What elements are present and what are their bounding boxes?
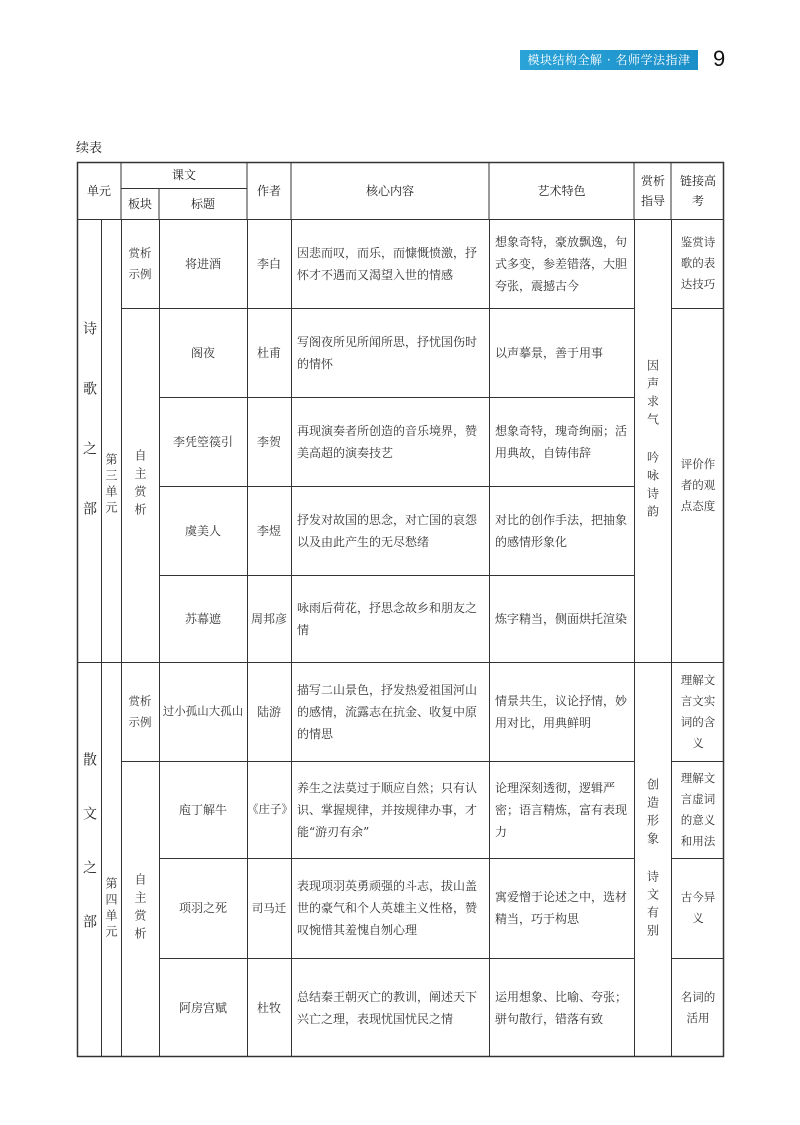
part1-unit: 第三单元 xyxy=(104,453,118,517)
part1-row2-art: 想象奇特，瑰奇绚丽；活用典故，自铸伟辞 xyxy=(495,423,628,460)
header-section: 板块 xyxy=(127,196,152,211)
header-unit: 单元 xyxy=(86,183,111,198)
part2-row3-core: 总结秦王朝灭亡的教训，阐述天下兴亡之理，表现忧国忧民之情 xyxy=(297,989,478,1026)
part2-row0-author: 陆游 xyxy=(256,704,281,719)
part2-guide: 创造形象 诗文有别 xyxy=(645,777,660,942)
header-banner: 模块结构全解 · 名师学法指津 xyxy=(520,50,698,70)
part2-row1-link: 理解文言虚词的意义和用法 xyxy=(680,770,716,848)
part1-row4-art: 炼字精当，侧面烘托渲染 xyxy=(495,611,628,626)
part1-self-label: 自主赏析 xyxy=(133,449,147,521)
header-author: 作者 xyxy=(256,183,281,198)
part2-row2-author: 司马迁 xyxy=(251,900,287,915)
part2-row0-art: 情景共生，议论抒情，妙用对比，用典鲜明 xyxy=(495,693,628,730)
part1-row0-author: 李白 xyxy=(256,256,281,271)
part2-row3-link: 名词的活用 xyxy=(680,989,716,1025)
part1-row1-core: 写阁夜所见所闻所思，抒忧国伤时的情怀 xyxy=(297,334,478,371)
part1-row4-author: 周邦彦 xyxy=(250,611,287,626)
part1-row1-author: 杜甫 xyxy=(256,345,281,360)
part2-row1-art: 论理深刻透彻，逻辑严密；语言精炼，富有表现力 xyxy=(495,780,628,839)
part1-row0-art: 想象奇特，豪放飘逸，句式多变，参差错落，大胆夸张，震撼古今 xyxy=(495,234,628,293)
part1-row2-author: 李贺 xyxy=(256,434,281,449)
header-link: 链接高考 xyxy=(680,173,717,208)
header-text: 课文 xyxy=(171,168,196,182)
part2-name: 散文之部 xyxy=(81,751,97,968)
continued-table-label: 续表 xyxy=(76,141,103,156)
part1-row3-title: 虞美人 xyxy=(184,523,221,538)
part1-row3-core: 抒发对故国的思念，对亡国的哀怨以及由此产生的无尽愁绪 xyxy=(297,512,478,549)
part1-row3-author: 李煜 xyxy=(256,523,281,538)
part1-row1-title: 阁夜 xyxy=(190,345,215,360)
part1-row1-art: 以声摹景，善于用事 xyxy=(495,345,604,360)
part2-row2-title: 项羽之死 xyxy=(178,901,227,915)
part1-demo-label: 赏析示例 xyxy=(128,245,152,281)
part2-row0-link: 理解文言文实词的含义 xyxy=(680,672,716,750)
header-art: 艺术特色 xyxy=(537,183,586,198)
part1-row3-art: 对比的创作手法，把抽象的感情形象化 xyxy=(495,512,628,549)
header-guide: 赏析指导 xyxy=(640,173,665,208)
part2-row0-title: 过小孤山大孤山 xyxy=(162,704,244,718)
part1-row4-title: 苏幕遮 xyxy=(184,611,221,626)
part2-row3-author: 杜牧 xyxy=(256,1000,281,1015)
part2-demo-label: 赏析示例 xyxy=(128,693,152,729)
part2-unit: 第四单元 xyxy=(104,877,118,941)
part2-row2-core: 表现项羽英勇顽强的斗志，拔山盖世的豪气和个人英雄主义性格，赞叹惋惜其羞愧自刎心理 xyxy=(297,879,478,937)
part2-self-label: 自主赏析 xyxy=(133,873,147,945)
part2-row1-title: 庖丁解牛 xyxy=(178,802,227,817)
part1-row0-core: 因悲而叹，而乐，而慷慨愤激，抒怀才不遇而又渴望入世的情感 xyxy=(297,245,478,282)
page-number: 9 xyxy=(713,46,726,71)
part1-row2-title: 李凭箜篌引 xyxy=(172,434,233,449)
part2-row3-art: 运用想象、比喻、夸张；骈句散行，错落有致 xyxy=(495,989,628,1026)
header-title: 标题 xyxy=(190,196,215,211)
part1-link1: 鉴赏诗歌的表达技巧 xyxy=(680,235,716,291)
part2-row2-art: 寓爱憎于论述之中，选材精当，巧于构思 xyxy=(495,890,628,926)
part1-row0-title: 将进酒 xyxy=(184,256,221,271)
part1-link2: 评价作者的观点态度 xyxy=(680,456,716,513)
part1-name: 诗歌之部 xyxy=(81,320,97,561)
part2-row0-core: 描写二山景色，抒发热爱祖国河山的感情，流露志在抗金、收复中原的情思 xyxy=(297,682,478,741)
part1-guide: 因声求气 吟咏诗韵 xyxy=(645,358,660,523)
part2-row2-link: 古今异义 xyxy=(680,890,716,925)
part1-row2-core: 再现演奏者所创造的音乐境界，赞美高超的演奏技艺 xyxy=(297,423,478,460)
part2-row1-author: 《庄子》 xyxy=(247,802,293,816)
header-core: 核心内容 xyxy=(365,183,414,198)
part2-row3-title: 阿房宫赋 xyxy=(178,1000,227,1015)
part1-row4-core: 咏雨后荷花，抒思念故乡和朋友之情 xyxy=(297,600,478,637)
part2-row1-core: 养生之法莫过于顺应自然；只有认识、掌握规律，并按规律办事，才能“游刃有余” xyxy=(297,780,478,839)
